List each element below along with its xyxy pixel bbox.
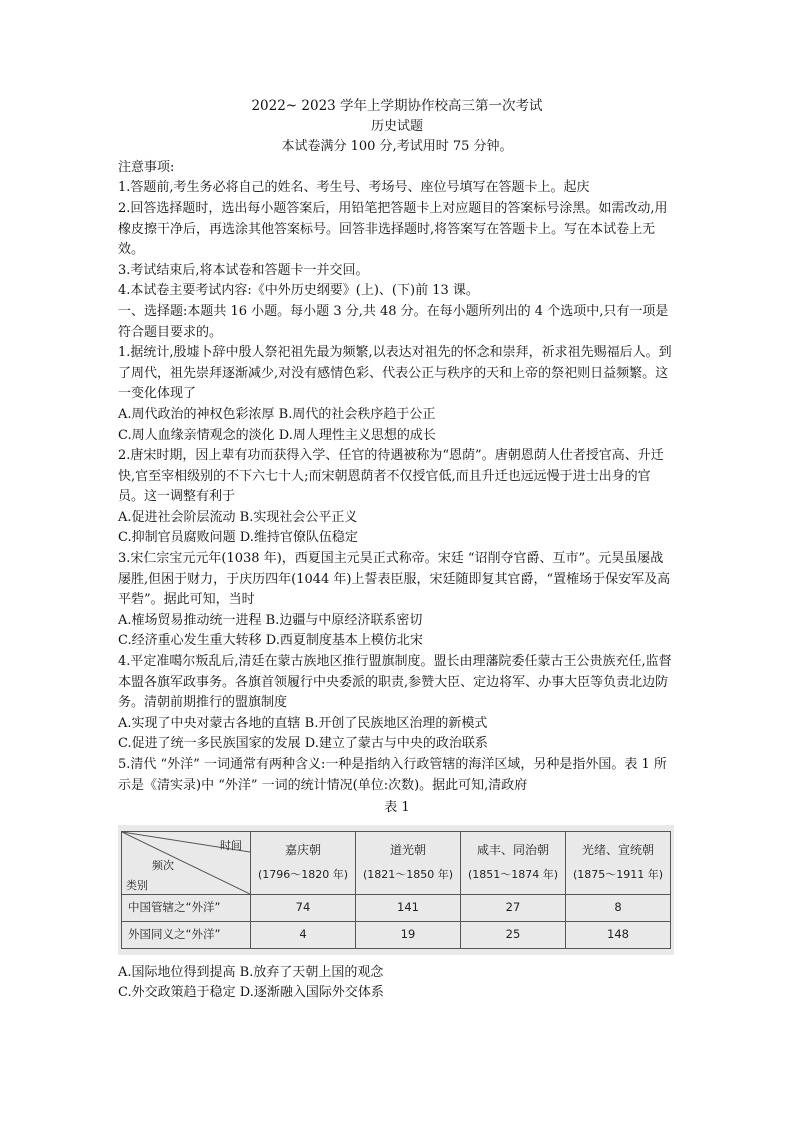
question-options: A.榷场贸易推动统一进程 B.边疆与中原经济联系密切: [118, 612, 423, 628]
note-item: 2.回答选择题时，选出每小题答案后，用铅笔把答题卡上对应题目的答案标号涂黑。如需改动,用橡皮擦干净后，再选涂其他答案标号。回答非选择题时,将答案写在答题卡上。写在本试卷上无效。: [118, 200, 668, 258]
exam-info: 本试卷满分 100 分,考试用时 75 分钟。: [281, 139, 513, 155]
question-options: C.经济重心发生重大转移 D.西夏制度基本上模仿北宋: [118, 633, 423, 649]
question-options: C.促进了统一多民族国家的发展 D.建立了蒙古与中央的政治联系: [118, 736, 488, 752]
note-item: 1.答题前,考生务必将自己的姓名、考生号、考场号、座位号填写在答题卡上。起庆: [118, 180, 590, 196]
question-stem: 5.清代 “外洋” 一词通常有两种含义:一种是指纳入行政管辖的海洋区域，另种是指外国。表 1 所示是《清实录)中 “外洋” 一词的统计情况(单位:次数)。据此可知,清政府: [118, 757, 667, 793]
row-label: 外国同义之“外洋”: [122, 921, 251, 948]
table-header-row: [122, 831, 671, 894]
table-cell: 148: [566, 921, 671, 948]
column-header: 嘉庆朝 (1796～1820 年): [251, 831, 356, 894]
column-header: 道光朝 (1821～1850 年): [356, 831, 461, 894]
exam-subject: 历史试题: [370, 118, 423, 134]
table-row: [122, 894, 671, 921]
exam-page: [118, 96, 676, 1004]
table-cell: 27: [461, 894, 566, 921]
row-label: 中国管辖之“外洋”: [122, 894, 251, 921]
column-header: 光绪、宣统朝 (1875～1911 年): [566, 831, 671, 894]
question-stem: 1.据统计,殷墟卜辞中殷人祭祀祖先最为频繁,以表达对祖先的怀念和崇拜，祈求祖先赐福后人。到了周代，祖先崇拜逐渐减少,对没有感情色彩、代表公正与秩序的天和上帝的祭祀则日益频繁。这一变化体现了: [118, 345, 672, 402]
table-corner-cell: [122, 831, 251, 894]
table-cell: 141: [356, 894, 461, 921]
question-options: C.周人血缘亲情观念的淡化 D.周人理性主义思想的成长: [118, 427, 436, 443]
table-cell: 8: [566, 894, 671, 921]
question-options: A.国际地位得到提高 B.放弃了天朝上国的观念: [118, 964, 384, 980]
note-item: 3.考试结束后,将本试卷和答题卡一并交回。: [118, 262, 369, 278]
section-heading: 一、选择题:本题共 16 小题。每小题 3 分,共 48 分。在每小题所列出的 4 个选项中,只有一项是符合题目要求的。: [118, 303, 669, 340]
table-caption: 表 1: [384, 800, 410, 816]
stats-table: [121, 831, 671, 949]
table-row: [122, 921, 671, 948]
question-options: A.促进社会阶层流动 B.实现社会公平正义: [118, 509, 358, 525]
corner-category-label: 类别: [126, 878, 148, 892]
table-cell: 4: [251, 921, 356, 948]
question-options: A.实现了中央对蒙古各地的直辖 B.开创了民族地区治理的新模式: [118, 715, 488, 731]
table-cell: 25: [461, 921, 566, 948]
question-options: A.周代政治的神权色彩浓厚 B.周代的社会秩序趋于公正: [118, 406, 436, 422]
table-cell: 74: [251, 894, 356, 921]
table-scan: [118, 825, 674, 955]
exam-title: 2022~ 2023 学年上学期协作校高三第一次考试: [251, 98, 543, 114]
question-stem: 3.宋仁宗宝元元年(1038 年)，西夏国主元昊正式称帝。宋廷 “诏削夺官爵、互市”。元昊虽屡战屡胜,但困于财力，于庆历四年(1044 年)上誓表臣服，宋廷随即复其官爵，“置榷场于保安军及高平砦”。据此可知，当时: [118, 551, 671, 608]
table-cell: 19: [356, 921, 461, 948]
column-header: 咸丰、同治朝 (1851～1874 年): [461, 831, 566, 894]
note-item: 4.本试卷主要考试内容:《中外历史纲要》(上)、(下)前 13 课。: [118, 283, 479, 299]
question-stem: 2.唐宋时期，因上辈有功而获得入学、任官的待遇被称为“恩荫”。唐朝恩荫人仕者授官高、升迁快,官至宰相级别的不下六七十人;而宋朝恩荫者不仅授官低,而且升迁也远远慢于进士出身的官员。这一调整有利于: [118, 448, 664, 505]
corner-freq-label: 频次: [152, 858, 174, 872]
notes-heading: 注意事项:: [118, 159, 175, 175]
question-options: C.抑制官员腐败问题 D.维持官僚队伍稳定: [118, 530, 358, 546]
corner-time-label: 时间: [220, 838, 242, 852]
question-stem: 4.平定准噶尔叛乱后,清廷在蒙古族地区推行盟旗制度。盟长由理藩院委任蒙古王公贵族充任,监督本盟各旗军政事务。各旗首领履行中央委派的职责,参赞大臣、定边将军、办事大臣等负责北边防务。清朝前期推行的盟旗制度: [118, 654, 672, 711]
question-options: C.外交政策趋于稳定 D.逐渐融入国际外交体系: [118, 985, 384, 1001]
